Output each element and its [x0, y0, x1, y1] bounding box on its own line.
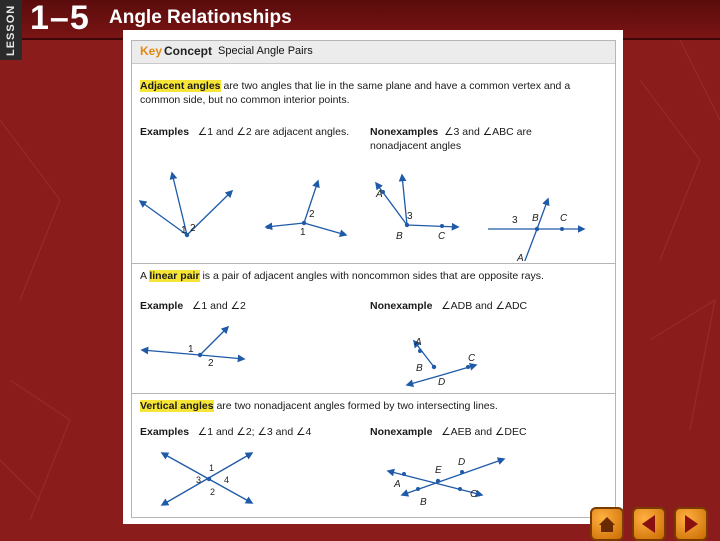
fig-label: C: [470, 489, 478, 500]
lesson-tab: LESSON: [0, 0, 22, 60]
key-concept-box: [131, 40, 616, 518]
linear-figures: [132, 321, 615, 391]
adjacent-figures: [132, 161, 615, 261]
linear-prefix: A: [140, 270, 150, 282]
vertical-definition-text: are two nonadjacent angles formed by two intersecting lines.: [213, 400, 498, 412]
fig-label: 1: [209, 463, 215, 473]
fig-label: B: [416, 363, 423, 374]
adjacent-definition-text: are two angles that lie in the same plane and have a common vertex and a common side, but no common interior points.: [140, 80, 571, 106]
fig-label: 1: [181, 225, 187, 236]
next-button[interactable]: [674, 507, 708, 541]
content-panel: [123, 30, 623, 524]
concept-label: Concept: [164, 44, 212, 58]
triangle-right-icon: [676, 509, 706, 539]
fig-label: B: [420, 497, 427, 508]
fig-label: C: [560, 213, 568, 224]
fig-label: 1: [300, 227, 306, 238]
fig-label: 2: [190, 223, 196, 234]
fig-label: C: [468, 353, 476, 364]
fig-label: E: [435, 465, 442, 476]
linear-definition: [140, 269, 606, 283]
linear-term: linear pair: [149, 270, 200, 282]
adjacent-nonexamples: [370, 125, 580, 153]
fig-label: A: [517, 253, 524, 261]
section-divider: [132, 393, 615, 394]
fig-label: A: [394, 479, 401, 490]
fig-label: 3: [196, 475, 202, 485]
triangle-left-icon: [634, 509, 664, 539]
adjacent-nonexamples-label: Nonexamples: [370, 126, 439, 138]
adjacent-term: Adjacent angles: [140, 80, 221, 92]
key-concept-header: [132, 41, 615, 64]
fig-label: D: [438, 377, 446, 388]
vertical-figures: [132, 445, 615, 515]
adjacent-examples-label: Examples: [140, 126, 190, 138]
linear-example-label: Example: [140, 300, 184, 312]
fig-label: D: [458, 457, 466, 468]
fig-label: 3: [512, 215, 518, 226]
home-button[interactable]: [590, 507, 624, 541]
fig-label: 4: [224, 475, 230, 485]
section-divider: [132, 263, 615, 264]
vertical-examples-label: Examples: [140, 426, 190, 438]
adjacent-examples: [140, 125, 349, 139]
linear-example: [140, 299, 246, 313]
fig-label: A: [376, 189, 383, 200]
linear-nonexample-text: ∠ADB and ∠ADC: [441, 300, 528, 312]
vertical-nonexample: [370, 425, 527, 439]
fig-label: 1: [188, 344, 194, 355]
linear-nonexample: [370, 299, 527, 313]
linear-nonexample-label: Nonexample: [370, 300, 433, 312]
fig-label: B: [532, 213, 539, 224]
concept-title: Special Angle Pairs: [218, 45, 313, 57]
vertical-nonexample-label: Nonexample: [370, 426, 433, 438]
vertical-examples: [140, 425, 311, 439]
linear-example-text: ∠1 and ∠2: [191, 300, 246, 312]
key-label: Key: [140, 44, 163, 58]
vertical-term: Vertical angles: [140, 400, 214, 412]
linear-definition-text: is a pair of adjacent angles with noncommon sides that are opposite rays.: [199, 270, 544, 282]
fig-label: C: [438, 231, 446, 242]
previous-button[interactable]: [632, 507, 666, 541]
vertical-nonexample-text: ∠AEB and ∠DEC: [441, 426, 527, 438]
adjacent-examples-text: ∠1 and ∠2 are adjacent angles.: [197, 126, 350, 138]
lesson-title: Angle Relationships: [109, 7, 292, 28]
lesson-number: 1–5: [30, 0, 90, 37]
adjacent-definition: [140, 79, 606, 107]
vertical-examples-text: ∠1 and ∠2; ∠3 and ∠4: [197, 426, 312, 438]
vertical-definition: [140, 399, 606, 413]
fig-label: A: [415, 337, 422, 348]
fig-label: 2: [309, 209, 315, 220]
fig-label: B: [396, 231, 403, 242]
fig-label: 3: [407, 211, 413, 222]
fig-label: 2: [208, 358, 214, 369]
adjacent-nonexamples-text: ∠3 and ∠ABC are nonadjacent angles: [370, 126, 532, 152]
home-icon: [592, 509, 622, 539]
fig-label: 2: [210, 487, 216, 497]
